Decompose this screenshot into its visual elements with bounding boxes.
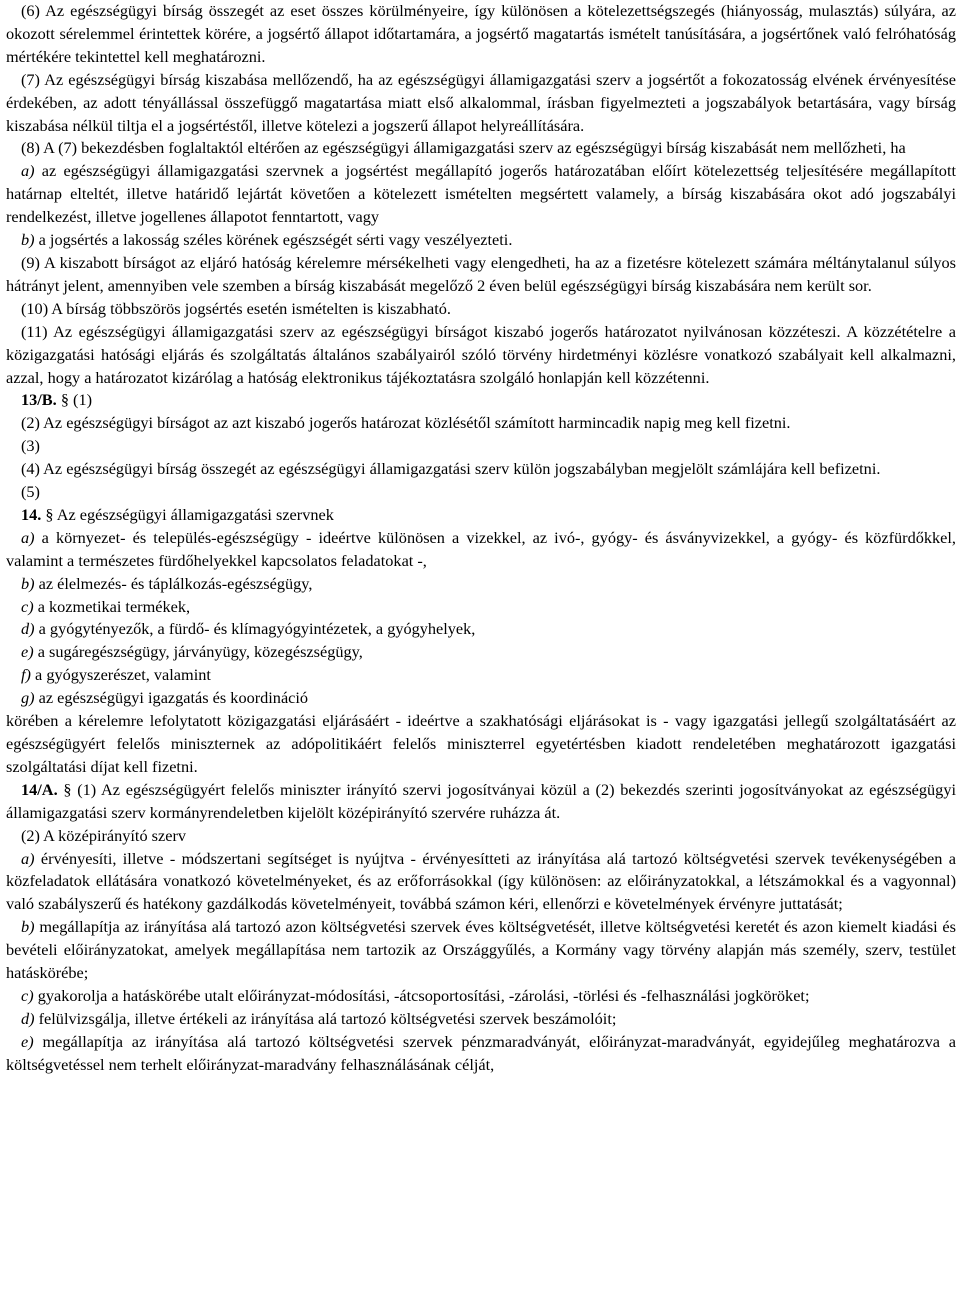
paragraph xyxy=(6,527,956,573)
paragraph-text: § Az egészségügyi államigazgatási szervnek xyxy=(41,504,334,524)
section-number: 14. xyxy=(21,504,42,524)
paragraph xyxy=(6,229,956,252)
paragraph xyxy=(6,779,956,825)
paragraph xyxy=(6,825,956,848)
paragraph-text: megállapítja az irányítása alá tartozó költségvetési szervek pénzmaradványát, előirányzat-maradványát, egyidejűleg meghatározva a költségvetéssel nem terhelt előirányzat-maradvány felhasználásának célját, xyxy=(6,1031,956,1074)
paragraph xyxy=(6,389,956,412)
paragraph-text: (11) Az egészségügyi államigazgatási szerv az egészségügyi bírságot kiszabó jogerős határozatot nyilvánosan közzéteszi. A közzétételre a közigazgatási hatósági eljárás és szolgáltatás általános szabályairól szóló törvény hirdetményi közlésre vonatkozó szabályait kell alkalmazni, azzal, hogy a határozatot kizárólag a hatóság elektronikus tájékoztatásra szolgáló honlapján kell közzétenni. xyxy=(6,321,956,387)
paragraph-text: (5) xyxy=(21,482,40,502)
paragraph-text: érvényesíti, illetve - módszertani segítséget is nyújtva - érvényesítteti az irányítása alá tartozó költségvetési szervek tevékenységében a közfeladatok ellátására vonatkozó követelményeket, és az erőforrásokkal (így különösen: az előirányzatokkal, a létszámokkal és a vagyonnal) való szabályszerű és hatékony gazdálkodás követelményeit, továbbá számon kéri, ellenőrzi e követelmények érvényre juttatását; xyxy=(6,848,956,914)
point-label: a) xyxy=(21,527,35,547)
paragraph xyxy=(6,298,956,321)
paragraph xyxy=(6,69,956,138)
paragraph-text: a gyógyszerészet, valamint xyxy=(30,665,211,685)
paragraph xyxy=(6,435,956,458)
paragraph-text: (4) Az egészségügyi bírság összegét az egészségügyi államigazgatási szerv külön jogszabályban megjelölt számlájára kell befizetni. xyxy=(21,459,881,479)
point-label: f) xyxy=(21,665,31,685)
paragraph xyxy=(6,1008,956,1031)
paragraph xyxy=(6,848,956,917)
paragraph-text: az egészségügyi államigazgatási szervnek a jogsértést megállapító jogerős határozatában előírt kötelezettség teljesítésére megállapított határnap elteltét, illetve határidő lejártát követően a kötelezett ismételten megsértett valamely, a bírság kiszabására okot adó jogszabályi rendelkezést, illetve jogellenes állapotot fenntartott, vagy xyxy=(6,161,956,227)
paragraph-text: (10) A bírság többszörös jogsértés esetén ismételten is kiszabható. xyxy=(21,298,452,318)
paragraph xyxy=(6,710,956,779)
paragraph-text: körében a kérelemre lefolytatott közigazgatási eljárásáért - ideértve a szakhatósági eljárásokat is - vagy igazgatási jellegű szolgáltatásáért az egészségügyért felelős miniszternek az adópolitikáért felelős miniszterrel egyetértésben kiadott rendeletében meghatározott igazgatási szolgáltatási díjat kell fizetni. xyxy=(6,711,956,776)
paragraph-text: (3) xyxy=(21,436,40,456)
paragraph-text: (2) A középirányító szerv xyxy=(21,825,187,845)
point-label: b) xyxy=(21,230,35,250)
paragraph xyxy=(6,137,956,160)
paragraph-text: megállapítja az irányítása alá tartozó azon költségvetési szervek éves költségvetését, illetve költségvetési keretét és azon kiemelt kiadási és bevételi előirányzatokat, amelyek megállapítása nem tartozik az Országgyűlés, a Kormány vagy törvény alapján más személy, szerv, testület hatáskörébe; xyxy=(6,917,956,983)
paragraph-text: a környezet- és település-egészségügy - ideértve különösen a vizekkel, az ivó-, gyógy- és ásványvizekkel, a gyógy- és közfürdőkkel, valamint a természetes fürdőhelyekkel kapcsolatos feladatokat -, xyxy=(6,527,956,570)
paragraph xyxy=(6,504,956,527)
paragraph xyxy=(6,985,956,1008)
paragraph-text: (8) A (7) bekezdésben foglaltaktól eltérően az egészségügyi államigazgatási szerv az egészségügyi bírság kiszabását nem mellőzheti, ha xyxy=(21,138,906,158)
point-label: a) xyxy=(21,848,35,868)
paragraph xyxy=(6,1031,956,1077)
paragraph-text: § (1) xyxy=(56,390,93,410)
paragraph xyxy=(6,458,956,481)
paragraph xyxy=(6,412,956,435)
point-label: d) xyxy=(21,1008,35,1028)
point-label: e) xyxy=(21,642,34,662)
paragraph xyxy=(6,0,956,69)
paragraph xyxy=(6,916,956,985)
point-label: e) xyxy=(21,1031,34,1051)
paragraph-text: (9) A kiszabott bírságot az eljáró hatóság kérelemre mérsékelheti vagy elengedheti, ha az a fizetésre kötelezett számára méltánytalanul súlyos hátrányt jelent, amennyiben vele szemben a bírság kiszabását megelőző 2 éven belül egészségügyi bírság kiszabására nem került sor. xyxy=(6,252,956,295)
paragraph xyxy=(6,160,956,229)
point-label: b) xyxy=(21,917,35,937)
paragraph-text: (7) Az egészségügyi bírság kiszabása mellőzendő, ha az egészségügyi államigazgatási szerv a jogsértőt a fokozatosság elvének érvényesítése érdekében, az adott tényállással összefüggő magatartása miatt első alkalommal, írásban figyelmezteti a jogszabályok betartására, vagy bírság kiszabása nélkül tiltja el a jogsértéstől, illetve kötelezi a jogszerű állapot helyreállítására. xyxy=(6,69,956,135)
paragraph-text: felülvizsgálja, illetve értékeli az irányítása alá tartozó költségvetési szervek beszámolóit; xyxy=(34,1008,617,1028)
paragraph xyxy=(6,641,956,664)
point-label: c) xyxy=(21,596,34,616)
point-label: d) xyxy=(21,619,35,639)
paragraph xyxy=(6,596,956,619)
paragraph-text: a gyógytényezők, a fürdő- és klímagyógyintézetek, a gyógyhelyek, xyxy=(34,619,476,639)
paragraph-text: (2) Az egészségügyi bírságot az azt kiszabó jogerős határozat közlésétől számított harmincadik napig meg kell fizetni. xyxy=(21,413,791,433)
paragraph-text: § (1) Az egészségügyért felelős miniszter irányító szervi jogosítványai közül a (2) bekezdés szerinti jogosítványokat az egészségügyi államigazgatási szerv kormányrendeletben kijelölt középirányító szervére ruházza át. xyxy=(6,779,956,822)
paragraph xyxy=(6,481,956,504)
paragraph xyxy=(6,321,956,390)
point-label: a) xyxy=(21,161,35,181)
paragraph xyxy=(6,573,956,596)
paragraph-text: a jogsértés a lakosság széles körének egészségét sérti vagy veszélyezteti. xyxy=(34,230,513,250)
paragraph-text: a sugáregészségügy, járványügy, közegészségügy, xyxy=(33,642,363,662)
document-body xyxy=(6,0,956,1077)
paragraph xyxy=(6,618,956,641)
paragraph xyxy=(6,664,956,687)
paragraph-text: a kozmetikai termékek, xyxy=(33,596,191,616)
point-label: c) xyxy=(21,985,34,1005)
paragraph xyxy=(6,252,956,298)
section-number: 14/A. xyxy=(21,779,58,799)
paragraph-text: az élelmezés- és táplálkozás-egészségügy, xyxy=(34,573,313,593)
paragraph-text: (6) Az egészségügyi bírság összegét az eset összes körülményeire, így különösen a kötelezettségszegés (hiányosság, mulasztás) súlyára, az okozott sérelemmel érintettek körére, a jogsértő állapot időtartamára, a jogsértő magatartás ismételt tanúsítására, a jogsértőnek való felróhatóság mértékére tekintettel kell meghatározni. xyxy=(6,1,956,66)
section-number: 13/B. xyxy=(21,390,57,410)
paragraph xyxy=(6,687,956,710)
paragraph-text: az egészségügyi igazgatás és koordináció xyxy=(34,688,309,708)
paragraph-text: gyakorolja a hatáskörébe utalt előirányzat-módosítási, -átcsoportosítási, -zárolási, -törlési és -felhasználási jogköröket; xyxy=(33,985,810,1005)
point-label: g) xyxy=(21,688,35,708)
point-label: b) xyxy=(21,573,35,593)
